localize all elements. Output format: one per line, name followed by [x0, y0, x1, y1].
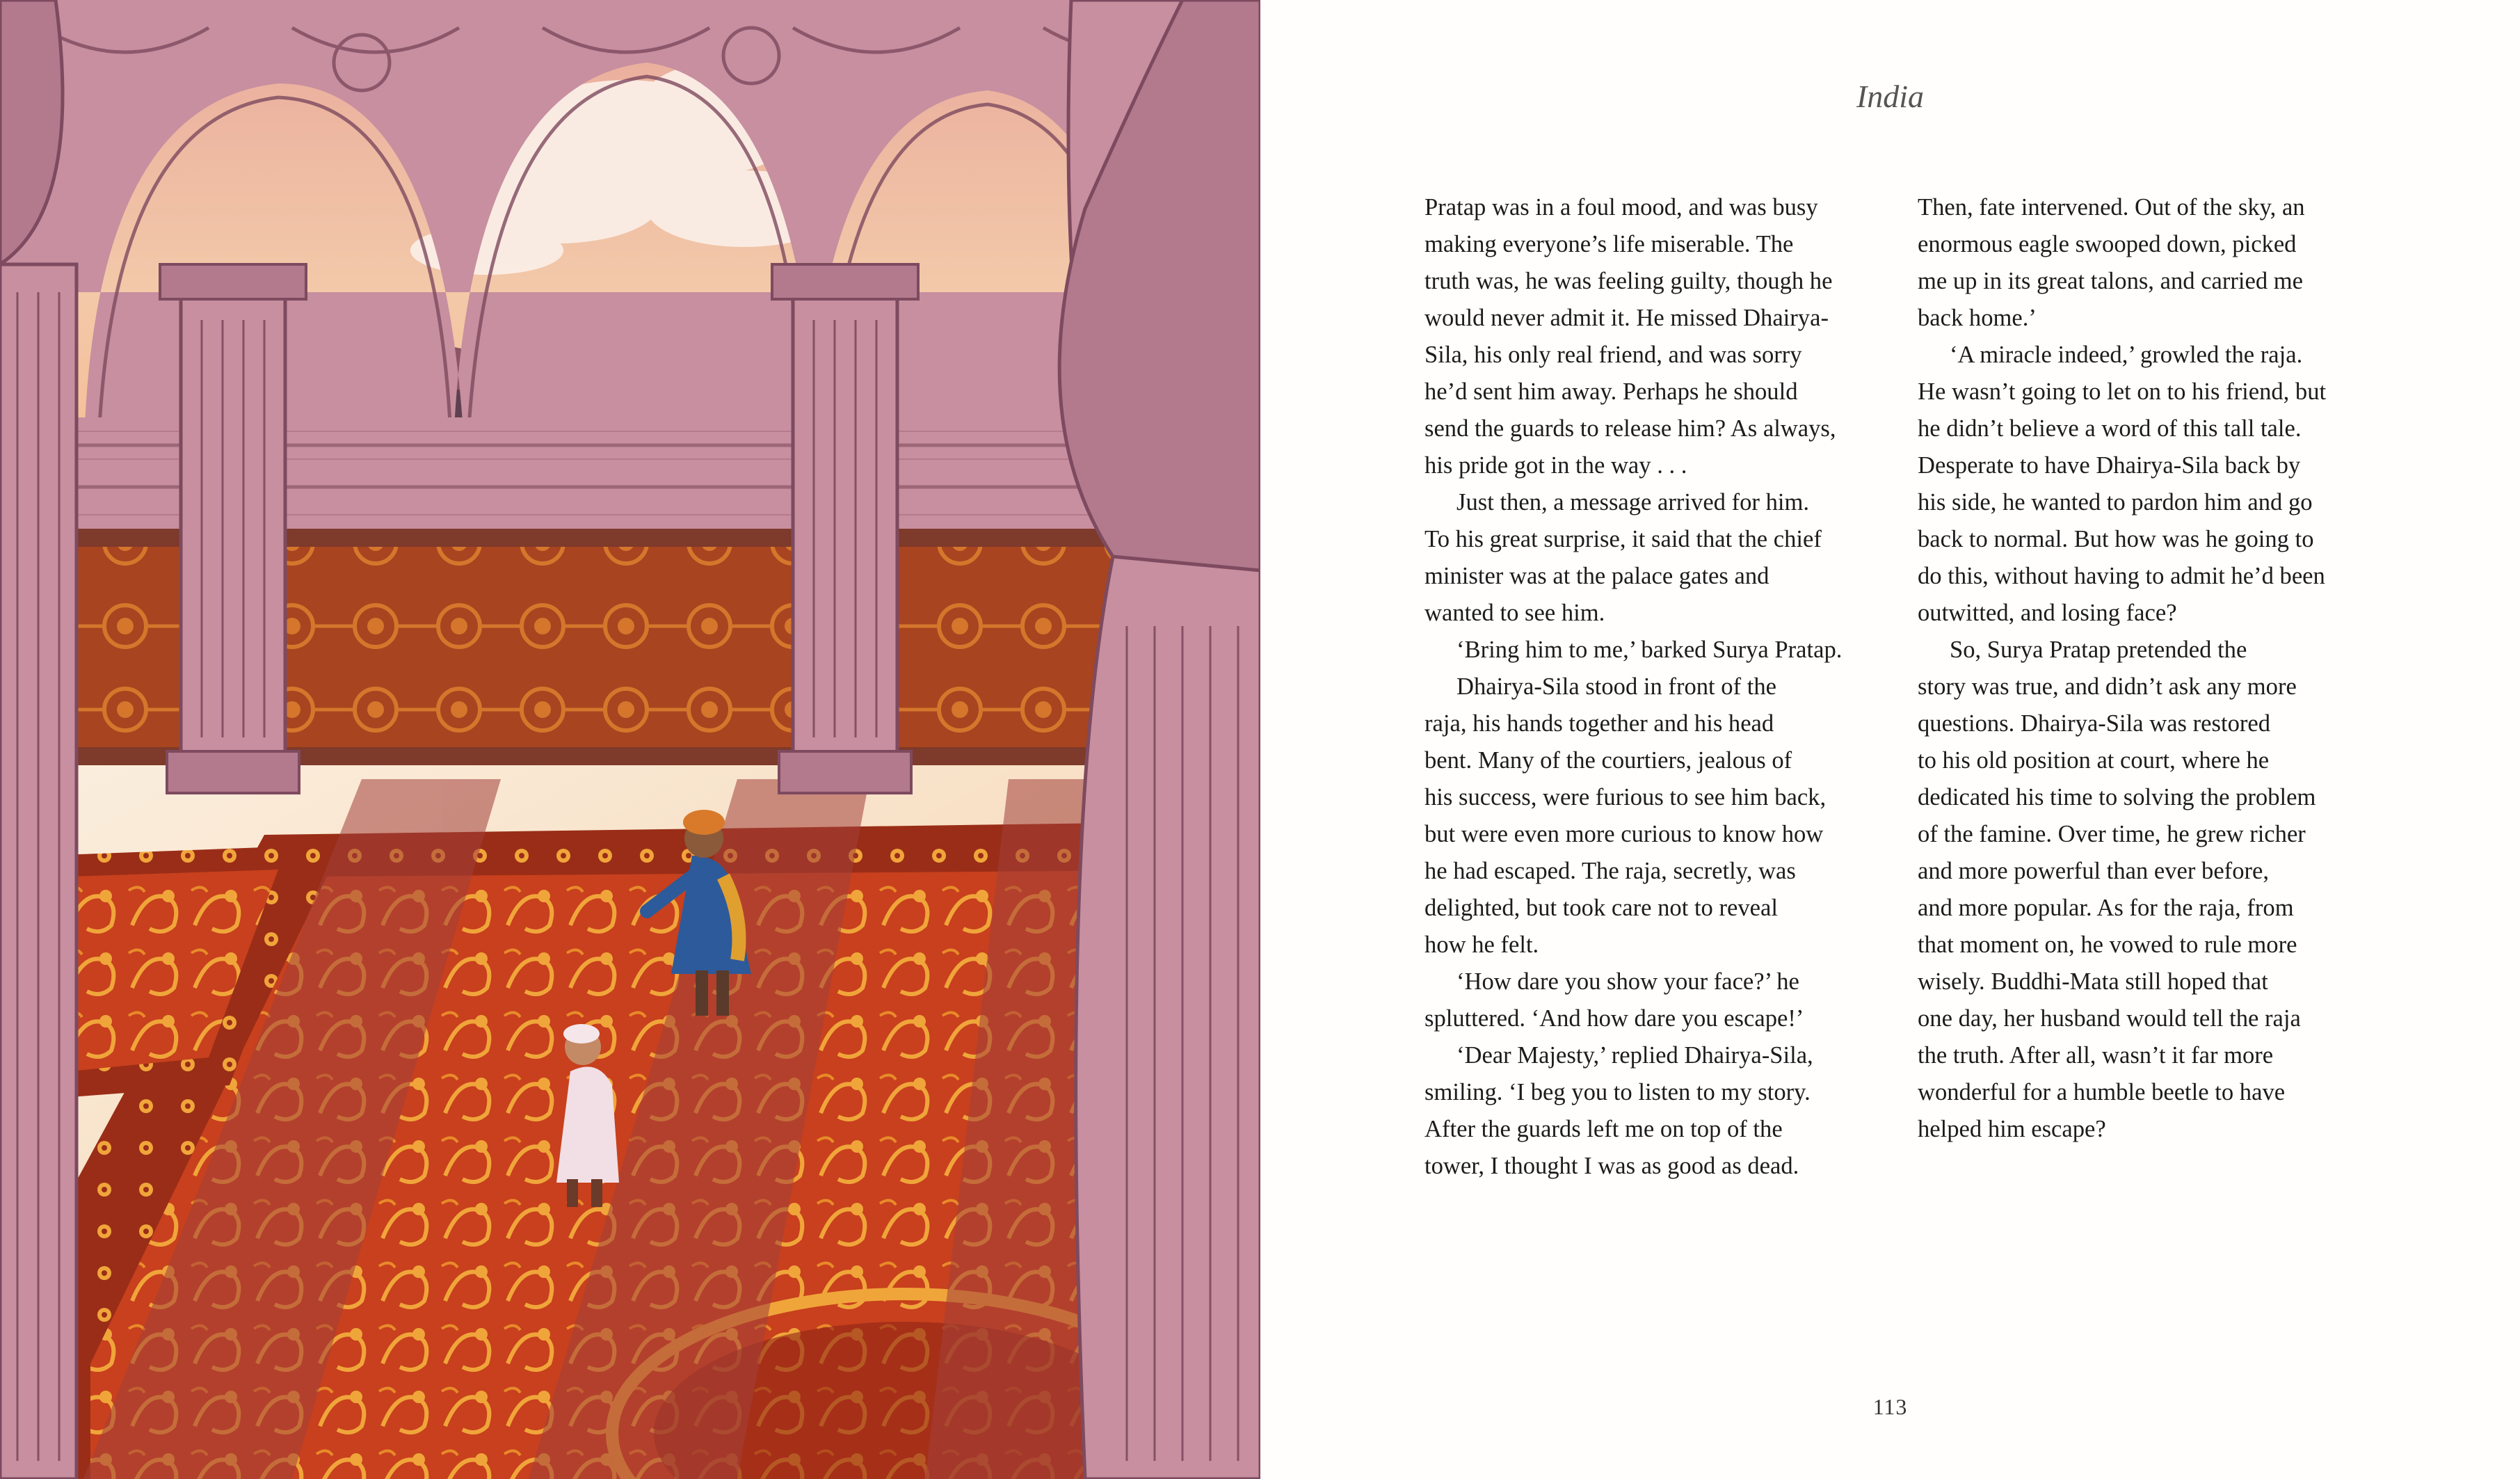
text-line: Dhairya-Sila stood in front of the: [1456, 673, 1776, 700]
text-line: he had escaped. The raja, secretly, was: [1424, 858, 1796, 884]
text-column-right: [1918, 189, 2363, 1148]
text-line: do this, without having to admit he’d been: [1918, 563, 2325, 589]
text-page: [1260, 0, 2520, 1479]
text-line: wanted to see him.: [1424, 600, 1605, 626]
text-line: he’d sent him away. Perhaps he should: [1424, 378, 1798, 405]
text-line: raja, his hands together and his head: [1424, 710, 1774, 737]
text-line: tower, I thought I was as good as dead.: [1424, 1153, 1799, 1179]
text-line: spluttered. ‘And how dare you escape!’: [1424, 1005, 1804, 1032]
text-line: and more popular. As for the raja, from: [1918, 895, 2294, 921]
text-line: truth was, he was feeling guilty, though he: [1424, 268, 1833, 294]
text-line: wonderful for a humble beetle to have: [1918, 1079, 2286, 1105]
text-line: He wasn’t going to let on to his friend, but: [1918, 378, 2327, 405]
text-line: one day, her husband would tell the raja: [1918, 1005, 2301, 1032]
text-line: but were even more curious to know how: [1424, 821, 1824, 847]
text-line: helped him escape?: [1918, 1116, 2106, 1142]
text-line: minister was at the palace gates and: [1424, 563, 1769, 589]
text-line: back to normal. But how was he going to: [1918, 526, 2314, 552]
text-line: ‘Dear Majesty,’ replied Dhairya-Sila,: [1456, 1042, 1813, 1069]
text-line: to his old position at court, where he: [1918, 747, 2270, 774]
text-line: bent. Many of the courtiers, jealous of: [1424, 747, 1792, 774]
text-line: that moment on, he vowed to rule more: [1918, 932, 2297, 958]
text-line: Sila, his only real friend, and was sorry: [1424, 342, 1802, 368]
text-line: his side, he wanted to pardon him and go: [1918, 489, 2313, 515]
text-line: his success, were furious to see him back,: [1424, 784, 1827, 810]
text-line: his pride got in the way . . .: [1424, 452, 1687, 479]
text-line: back home.’: [1918, 305, 2037, 331]
text-line: how he felt.: [1424, 932, 1539, 958]
text-column-left: [1424, 189, 1870, 1185]
running-head: India: [1856, 79, 1925, 114]
text-line: So, Surya Pratap pretended the: [1950, 637, 2247, 663]
text-line: questions. Dhairya-Sila was restored: [1918, 710, 2271, 737]
text-line: dedicated his time to solving the problem: [1918, 784, 2316, 810]
text-line: After the guards left me on top of the: [1424, 1116, 1783, 1142]
text-line: ‘Bring him to me,’ barked Surya Pratap.: [1456, 637, 1843, 663]
text-line: delighted, but took care not to reveal: [1424, 895, 1778, 921]
text-line: ‘How dare you show your face?’ he: [1456, 968, 1799, 995]
text-line: making everyone’s life miserable. The: [1424, 231, 1794, 257]
text-line: he didn’t believe a word of this tall tale.: [1918, 415, 2302, 442]
text-line: Pratap was in a foul mood, and was busy: [1424, 194, 1818, 221]
text-line: wisely. Buddhi-Mata still hoped that: [1918, 968, 2268, 995]
text-line: and more powerful than ever before,: [1918, 858, 2269, 884]
text-line: Then, fate intervened. Out of the sky, an: [1918, 194, 2305, 221]
text-line: To his great surprise, it said that the chief: [1424, 526, 1822, 552]
text-line: outwitted, and losing face?: [1918, 600, 2177, 626]
text-line: send the guards to release him? As always,: [1424, 415, 1836, 442]
text-line: me up in its great talons, and carried me: [1918, 268, 2304, 294]
text-line: smiling. ‘I beg you to listen to my story.: [1424, 1079, 1811, 1105]
page-number: 113: [1872, 1394, 1908, 1419]
text-line: Desperate to have Dhairya-Sila back by: [1918, 452, 2301, 479]
text-line: enormous eagle swooped down, picked: [1918, 231, 2297, 257]
text-line: Just then, a message arrived for him.: [1456, 489, 1810, 515]
text-line: of the famine. Over time, he grew richer: [1918, 821, 2306, 847]
text-line: would never admit it. He missed Dhairya-: [1424, 305, 1829, 331]
text-line: story was true, and didn’t ask any more: [1918, 673, 2297, 700]
text-line: the truth. After all, wasn’t it far more: [1918, 1042, 2274, 1069]
text-line: ‘A miracle indeed,’ growled the raja.: [1950, 342, 2303, 368]
